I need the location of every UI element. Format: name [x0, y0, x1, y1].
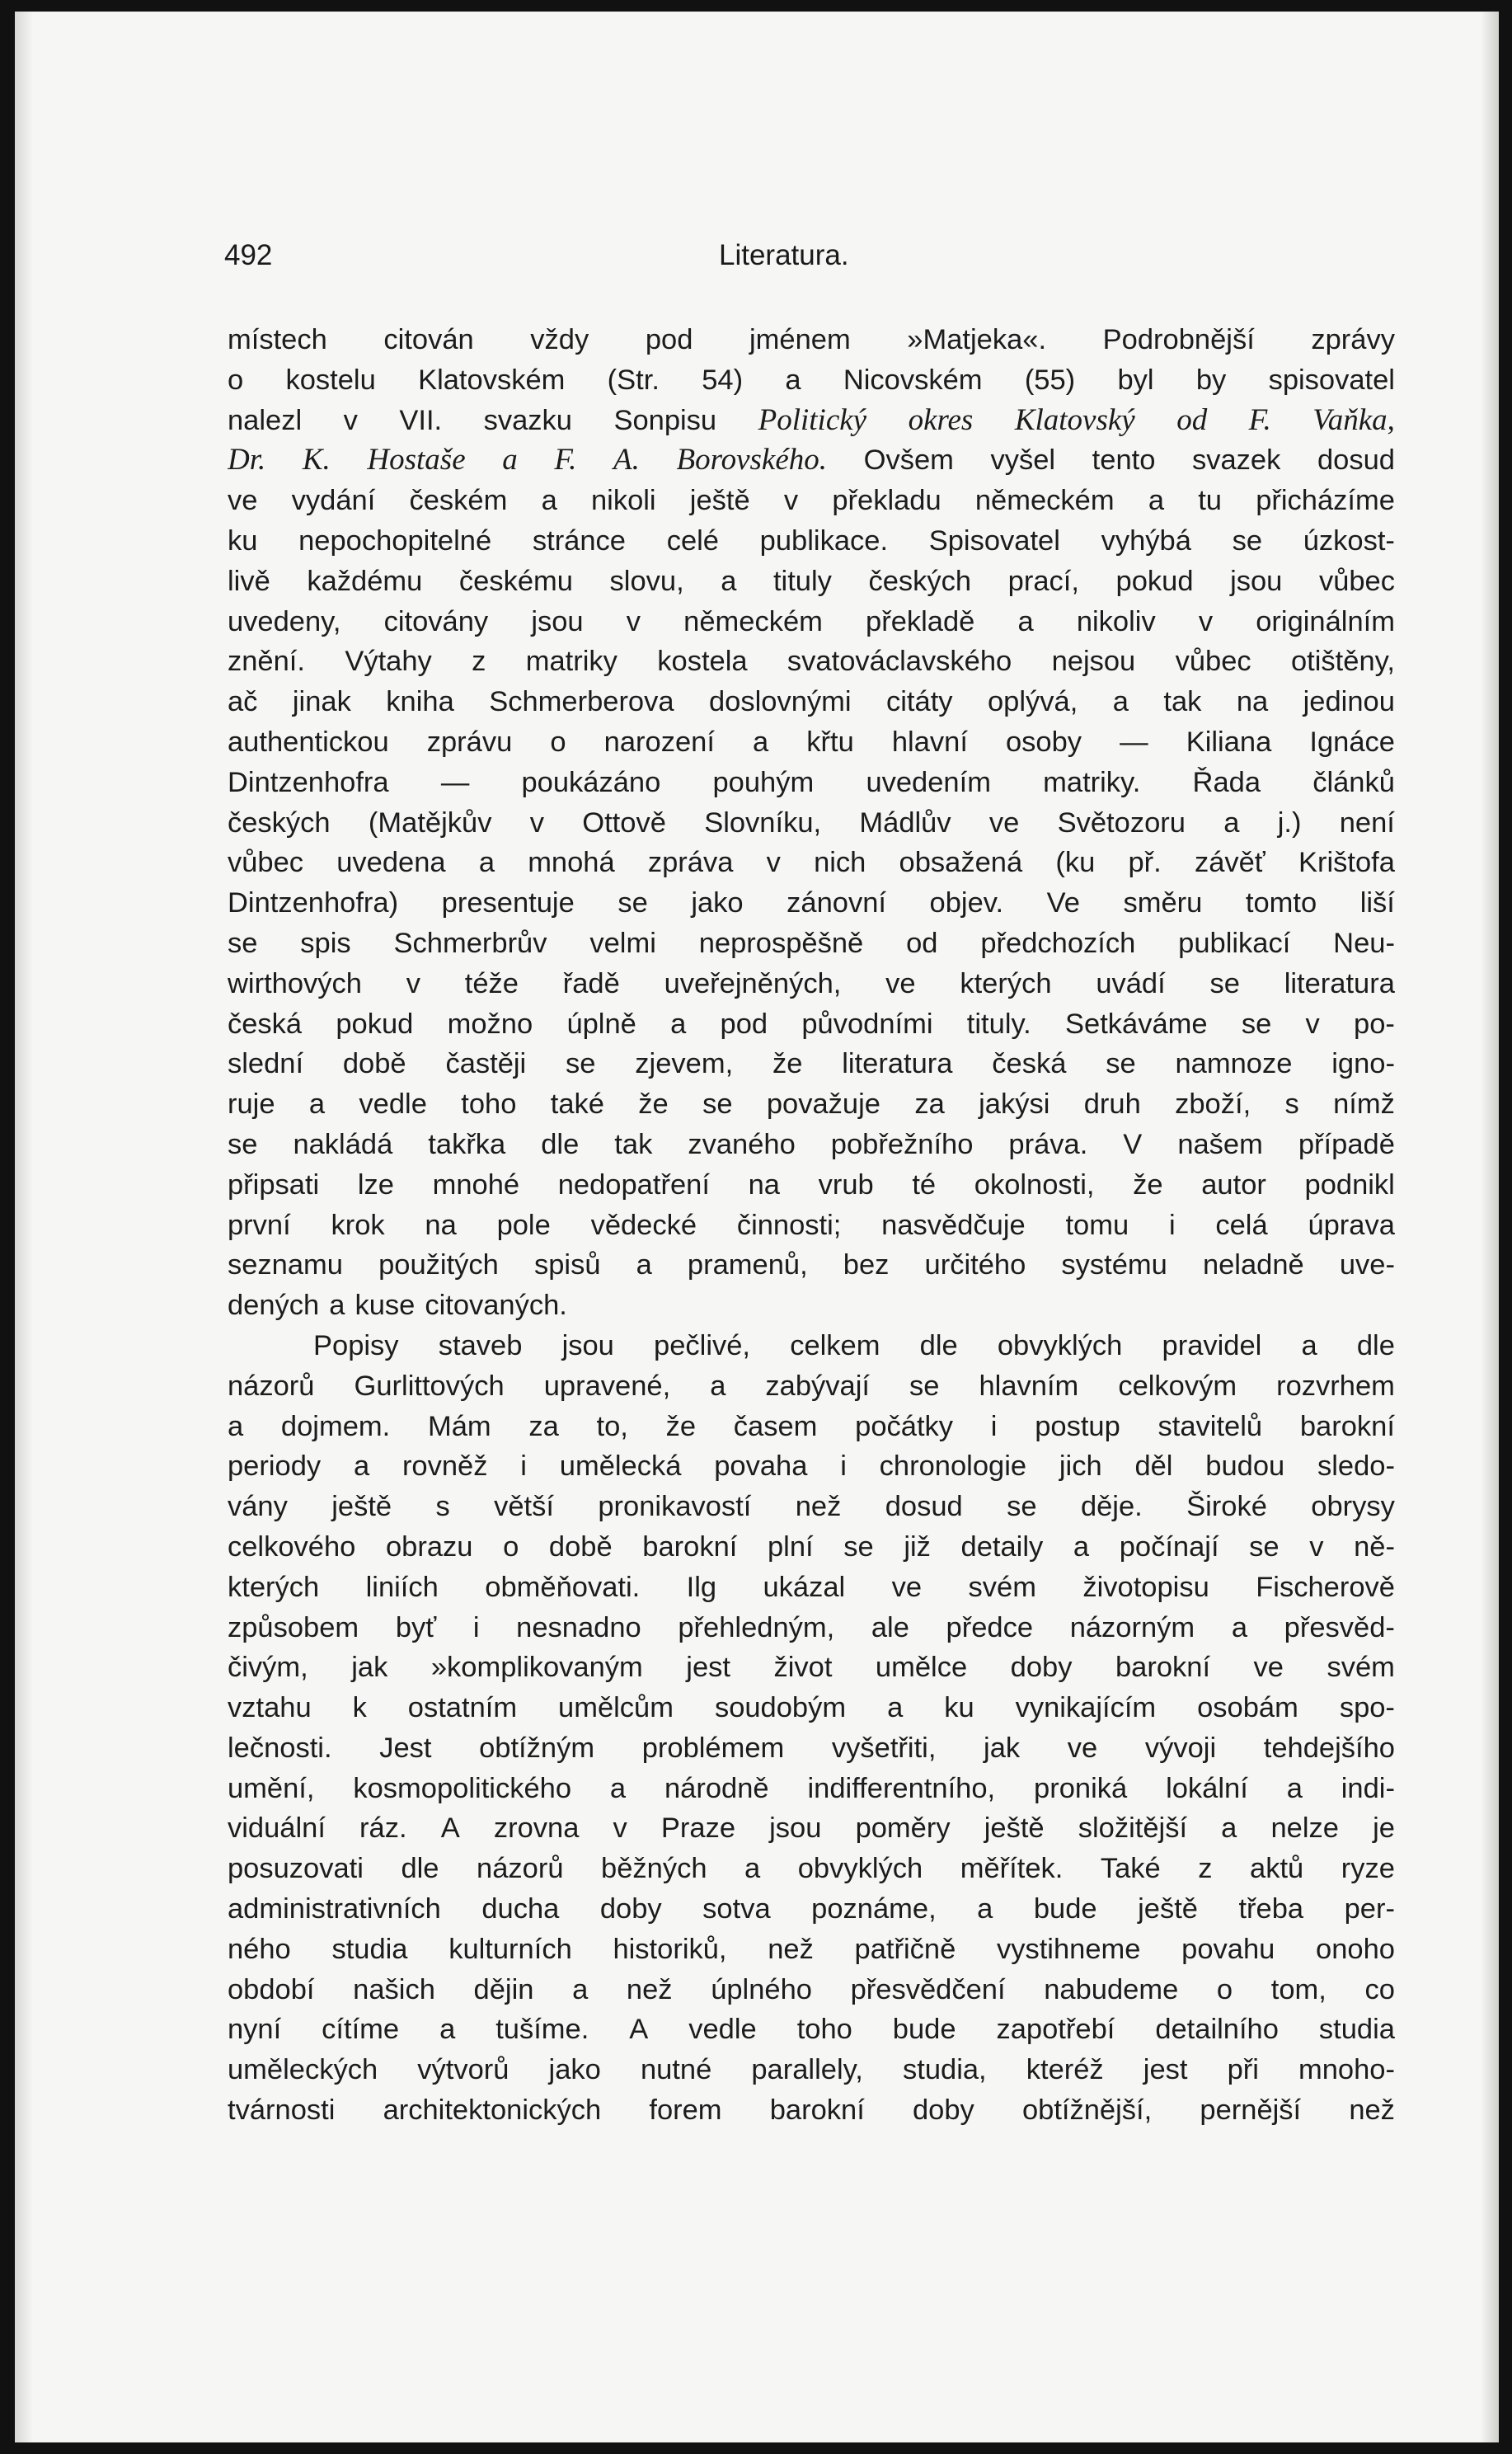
- text-line: vztahu k ostatním umělcům soudobým a ku vynikajícím osobám spo-: [228, 1692, 1395, 1724]
- text-line: první krok na pole vědecké činnosti; nasvědčuje tomu i celá úprava: [228, 1209, 1395, 1241]
- text-line: vůbec uvedena a mnohá zpráva v nich obsažená (ku př. závěť Krištofa: [228, 847, 1395, 879]
- text-line: česká pokud možno úplně a pod původními tituly. Setkáváme se v po-: [228, 1008, 1395, 1040]
- text-line: ruje a vedle toho také že se považuje za jakýsi druh zboží, s nímž: [228, 1088, 1395, 1121]
- text-line: tvárnosti architektonických forem barokní doby obtížnější, pernější než: [228, 2094, 1395, 2127]
- text-line: kterých liniích obměňovati. Ilg ukázal ve svém životopisu Fischerově: [228, 1571, 1395, 1603]
- text-line: Dr. K. Hostaše a F. A. Borovského. Ovšem vyšel tento svazek dosud: [228, 443, 1395, 477]
- text-line: authentickou zprávu o narození a křtu hlavní osoby — Kiliana Ignáce: [228, 726, 1395, 758]
- text-line: celkového obrazu o době barokní plní se již detaily a počínají se v ně-: [228, 1530, 1395, 1563]
- text-line: viduální ráz. A zrovna v Praze jsou poměry ještě složitější a nelze je: [228, 1812, 1395, 1845]
- text-line: období našich dějin a než úplného přesvědčení nabudeme o tom, co: [228, 1973, 1395, 2005]
- text-line: ného studia kulturních historiků, než patřičně vystihneme povahu onoho: [228, 1933, 1395, 1965]
- text-line: čivým, jak »komplikovaným jest život umělce doby barokní ve svém: [228, 1652, 1395, 1684]
- text-line: nalezl v VII. svazku Sonpisu Politický okres Klatovský od F. Vaňka,: [228, 402, 1395, 437]
- text-line: lečnosti. Jest obtížným problémem vyšetřiti, jak ve vývoji tehdejšího: [228, 1732, 1395, 1764]
- text-line: Dintzenhofra) presentuje se jako zánovní objev. Ve směru tomto liší: [228, 887, 1395, 919]
- text-line: periody a rovněž i umělecká povaha i chronologie jich děl budou sledo-: [228, 1450, 1395, 1483]
- text-line: ve vydání českém a nikoli ještě v překladu německém a tu přicházíme: [228, 485, 1395, 517]
- text-line: uměleckých výtvorů jako nutné parallely, studia, kteréž jest při mnoho-: [228, 2054, 1395, 2086]
- text-line: nyní cítíme a tušíme. A vedle toho bude zapotřebí detailního studia: [228, 2014, 1395, 2046]
- text-line: znění. Výtahy z matriky kostela svatováclavského nejsou vůbec otištěny,: [228, 646, 1395, 678]
- page-shadow-right: [1481, 12, 1499, 2442]
- text-line: slední době častěji se zjevem, že literatura česká se namnoze ignо-: [228, 1048, 1395, 1080]
- text-line: seznamu použitých spisů a pramenů, bez určitého systému neladně uve-: [228, 1249, 1395, 1281]
- page-number: 492: [224, 239, 273, 271]
- text-line: se nakládá takřka dle tak zvaného pobřežního práva. V našem případě: [228, 1128, 1395, 1160]
- text-line: Popisy staveb jsou pečlivé, celkem dle obvyklých pravidel a dle: [313, 1329, 1395, 1361]
- text-line: a dojmem. Mám za to, že časem počátky i postup stavitelů barokní: [228, 1410, 1395, 1442]
- text-line: místech citován vždy pod jménem »Matjeka«. Podrobnější zprávy: [228, 324, 1395, 355]
- running-head: [224, 233, 1312, 282]
- text-line: ač jinak kniha Schmerberova doslovnými citáty oplývá, a tak na jedinou: [228, 686, 1395, 718]
- text-line: českých (Matějkův v Ottově Slovníku, Mádlův ve Světozoru a j.) není: [228, 806, 1395, 839]
- section-title: Literatura.: [719, 239, 849, 271]
- body-text: [228, 320, 1395, 2131]
- text-line: se spis Schmerbrův velmi neprospěšně od předchozích publikací Neu-: [228, 927, 1395, 959]
- text-line: umění, kosmopolitického a národně indifferentního, proniká lokální a indi-: [228, 1772, 1395, 1804]
- text-line: připsati lze mnohé nedopatření na vrub té okolnosti, že autor podnikl: [228, 1168, 1395, 1201]
- text-line: wirthových v téže řadě uveřejněných, ve kterých uvádí se literatura: [228, 967, 1395, 999]
- text-line: Dintzenhofra — poukázáno pouhým uvedením matriky. Řada článků: [228, 766, 1395, 798]
- text-line: uvedeny, citovány jsou v německém překladě a nikoliv v originálním: [228, 605, 1395, 637]
- text-line: posuzovati dle názorů běžných a obvyklých měřítek. Také z aktů ryze: [228, 1853, 1395, 1885]
- text-line: o kostelu Klatovském (Str. 54) a Nicovském (55) byl by spisovatel: [228, 364, 1395, 396]
- text-line: ku nepochopitelné stránce celé publikace. Spisovatel vyhýbá se úzkost-: [228, 524, 1395, 557]
- text-line: způsobem byť i nesnadno přehledným, ale předce názorným a přesvěd-: [228, 1611, 1395, 1643]
- page-shadow-left: [15, 12, 33, 2442]
- text-line: dených a kuse citovaných.: [228, 1290, 567, 1322]
- text-line: livě každému českému slovu, a tituly českých prací, pokud jsou vůbec: [228, 565, 1395, 597]
- text-line: vány ještě s větší pronikavostí než dosud se děje. Široké obrysy: [228, 1491, 1395, 1523]
- text-line: administrativních ducha doby sotva poznáme, a bude ještě třeba per-: [228, 1893, 1395, 1925]
- text-line: názorů Gurlittových upravené, a zabývají se hlavním celkovým rozvrhem: [228, 1370, 1395, 1402]
